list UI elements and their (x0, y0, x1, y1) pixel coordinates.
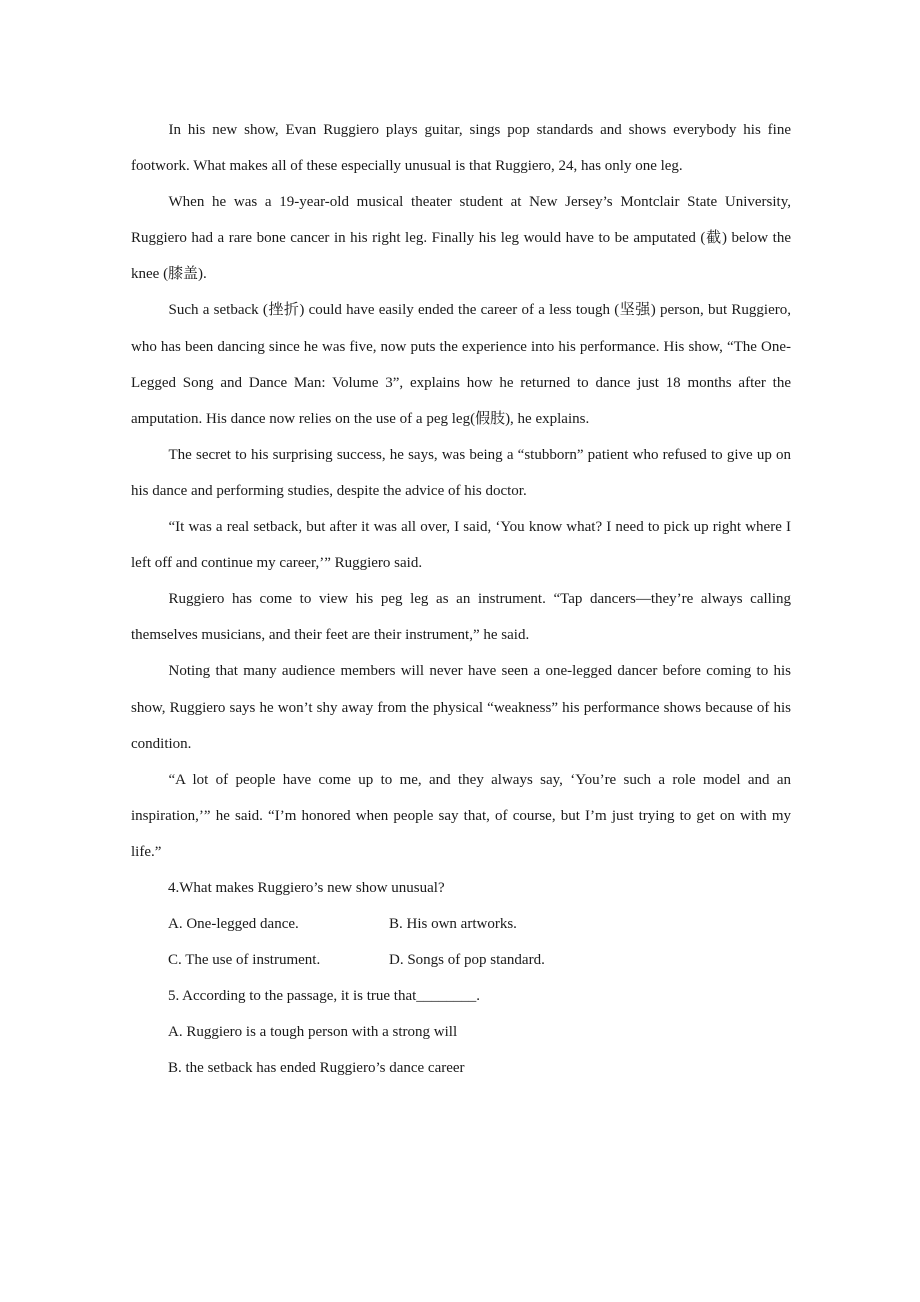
document-page (131, 112, 791, 1087)
passage-paragraph-3: Such a setback (挫折) could have easily ended the career of a less tough (坚强) person, but Ruggiero, who has been dancing since he was five, now puts the experience into his performance. His show, “The One-Legged Song and Dance Man: Volume 3”, explains how he returned to dance just 18 months after the amputation. His dance now relies on the use of a peg leg(假肢), he explains. (131, 302, 791, 427)
question-5-option-a: A. Ruggiero is a tough person with a strong will (168, 1024, 458, 1041)
passage-paragraph-6: Ruggiero has come to view his peg leg as an instrument. “Tap dancers—they’re always calling themselves musicians, and their feet are their instrument,” he said. (131, 591, 791, 644)
passage-paragraph-8: “A lot of people have come up to me, and they always say, ‘You’re such a role model and an inspiration,’” he said. “I’m honored when people say that, of course, but I’m just trying to get on with my life.” (131, 771, 791, 860)
passage-paragraph-5: “It was a real setback, but after it was all over, I said, ‘You know what? I need to pick up right where I left off and continue my career,’” Ruggiero said. (131, 519, 791, 572)
passage-paragraph-2: When he was a 19-year-old musical theater student at New Jersey’s Montclair State University, Ruggiero had a rare bone cancer in his right leg. Finally his leg would have to be amputated (截) below the knee (膝盖). (131, 194, 791, 283)
passage-paragraph-4: The secret to his surprising success, he says, was being a “stubborn” patient who refused to give up on his dance and performing studies, despite the advice of his doctor. (131, 446, 791, 499)
passage-paragraph-1: In his new show, Evan Ruggiero plays guitar, sings pop standards and shows everybody his fine footwork. What makes all of these especially unusual is that Ruggiero, 24, has only one leg. (131, 122, 791, 175)
question-4-option-a: A. One-legged dance. (168, 916, 299, 933)
question-4-options-row-1 (131, 906, 791, 942)
question-4-option-b: B. His own artworks. (389, 916, 517, 933)
question-5 (131, 978, 791, 1086)
question-5-stem: 5. According to the passage, it is true that________. (168, 988, 481, 1005)
passage-paragraph-7: Noting that many audience members will never have seen a one-legged dancer before coming to his show, Ruggiero says he won’t shy away from the physical “weakness” his performance shows because of his condition. (131, 663, 791, 752)
question-4 (131, 870, 791, 978)
question-4-stem: 4.What makes Ruggiero’s new show unusual? (168, 879, 445, 896)
question-4-option-c: C. The use of instrument. (168, 952, 321, 969)
question-4-option-d: D. Songs of pop standard. (389, 952, 545, 969)
question-4-options-row-2 (131, 942, 791, 978)
question-5-option-b: B. the setback has ended Ruggiero’s dance career (168, 1060, 465, 1077)
